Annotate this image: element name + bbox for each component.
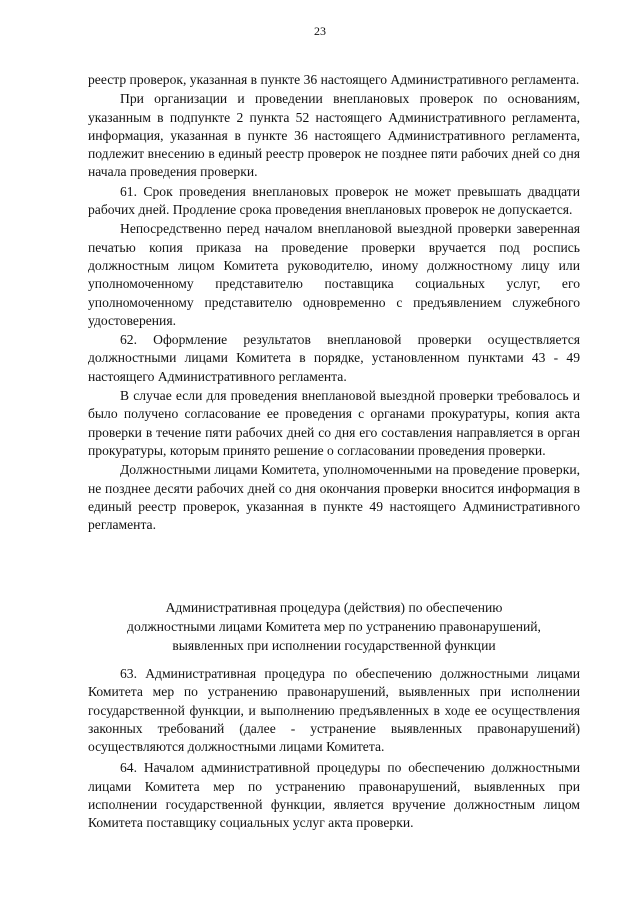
- section-heading-line: Административная процедура (действия) по обеспечению: [165, 600, 503, 615]
- paragraph: реестр проверок, указанная в пункте 36 настоящего Административного регламента.: [88, 72, 580, 87]
- paragraph: При организации и проведении внеплановых проверок по основаниям, указанным в подпункте 2 пункта 52 настоящего Административного регламента, информация, указанная в пункте 36 настоящего Административного регламента, подлежит внесению в единый реестр проверок не позднее пяти рабочих дней со дня начала проведения проверки.: [88, 91, 580, 180]
- section-heading: [88, 598, 580, 655]
- section-heading-line: должностными лицами Комитета мер по устранению правонарушений,: [127, 619, 541, 634]
- section-heading-line: выявленных при исполнении государственной функции: [172, 638, 496, 653]
- paragraph: Должностными лицами Комитета, уполномоченными на проведение проверки, не позднее десяти рабочих дней со дня окончания проверки вносится информация в единый реестр проверок, указанная в пункте 49 настоящего Административного регламента.: [88, 462, 580, 533]
- paragraph: 63. Административная процедура по обеспечению должностными лицами Комитета мер по устранению правонарушений, выявленных при исполнении государственной функции, и выполнению предъявленных в ходе ее осуществления законных требований (далее - устранение выявленных правонарушений) осуществляются должностными лицами Комитета.: [88, 666, 580, 755]
- body-text-section-2: [88, 665, 580, 836]
- paragraph: 62. Оформление результатов внеплановой проверки осуществляется должностными лицами Комитета в порядке, установленном пунктами 43 - 49 настоящего Административного регламента.: [88, 332, 580, 384]
- page-number: 23: [314, 24, 326, 38]
- paragraph: 64. Началом административной процедуры по обеспечению должностными лицами Комитета мер по устранению правонарушений, выявленных при исполнении государственной функции, является вручение должностным лицом Комитета поставщику социальных услуг акта проверки.: [88, 760, 580, 831]
- paragraph: 61. Срок проведения внеплановых проверок не может превышать двадцати рабочих дней. Продление срока проведения внеплановых проверок не допускается.: [88, 183, 580, 218]
- paragraph: В случае если для проведения внеплановой выездной проверки требовалось и было получено согласование ее проведения с органами прокуратуры, копия акта проверки в течение пяти рабочих дней со дня его составления направляется в орган прокуратуры, которым принято решение о согласовании проведения проверки.: [88, 388, 580, 458]
- body-text: [88, 71, 580, 535]
- paragraph: Непосредственно перед началом внеплановой выездной проверки заверенная печатью копия приказа на проведение проверки вручается под роспись должностным лицом Комитета руководителю, иному должностному лицу или уполномоченному представителю поставщика социальных услуг, его уполномоченному представителю одновременно с предъявлением служебного удостоверения.: [88, 221, 580, 328]
